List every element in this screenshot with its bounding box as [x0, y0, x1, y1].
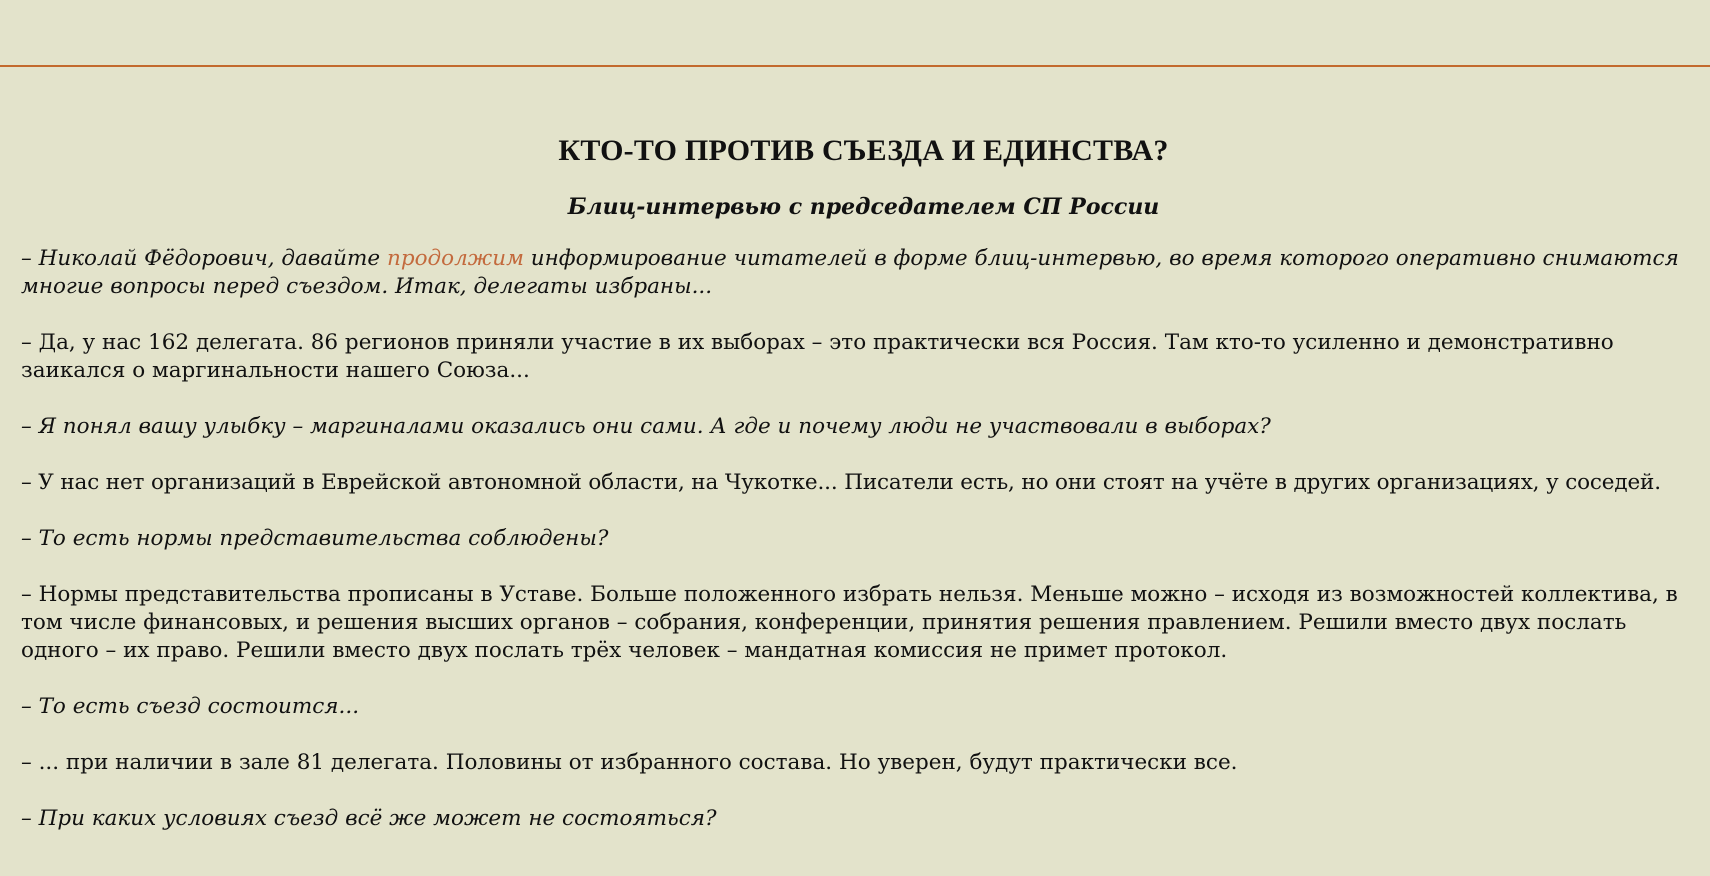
article-subtitle: Блиц-интервью с председателем СП России [567, 194, 1160, 220]
question-1-end: информирование читателей в форме блиц-интервью, во время которого оперативно снимаются многие вопросы перед съездом. Итак, делегаты избраны... [21, 246, 1679, 299]
answer-4: – ... при наличии в зале 81 делегата. Половины от избранного состава. Но уверен, будут практически все. [21, 750, 1238, 775]
question-4: – То есть съезд состоится... [21, 694, 360, 719]
question-5: – При каких условиях съезд всё же может не состояться? [21, 806, 717, 831]
question-2: – Я понял вашу улыбку – маргиналами оказались они сами. А где и почему люди не участвовали в выборах? [21, 414, 1271, 439]
article [21, 131, 1706, 861]
article-title: КТО-ТО ПРОТИВ СЪЕЗДА И ЕДИНСТВА? [558, 134, 1169, 167]
answer-1: – Да, у нас 162 делегата. 86 регионов приняли участие в их выборах – это практически вся Россия. Там кто-то усиленно и демонстративно заикался о маргинальности нашего Союза... [21, 330, 1614, 383]
article-body [21, 245, 1706, 833]
question-1 [21, 245, 1706, 301]
continue-link[interactable]: продолжим [386, 246, 524, 271]
top-divider [0, 65, 1710, 67]
answer-3: – Нормы представительства прописаны в Уставе. Больше положенного избрать нельзя. Меньше можно – исходя из возможностей коллектива, в том числе финансовых, и решения высших органов – собрания, конференции, принятия решения правлением. Решили вместо двух послать одного – их право. Решили вместо двух послать трёх человек – мандатная комиссия не примет протокол. [21, 582, 1678, 663]
answer-2: – У нас нет организаций в Еврейской автономной области, на Чукотке... Писатели есть, но они стоят на учёте в других организациях, у соседей. [21, 470, 1661, 495]
question-1-start: – Николай Фёдорович, давайте [21, 246, 387, 271]
question-3: – То есть нормы представительства соблюдены? [21, 526, 609, 551]
